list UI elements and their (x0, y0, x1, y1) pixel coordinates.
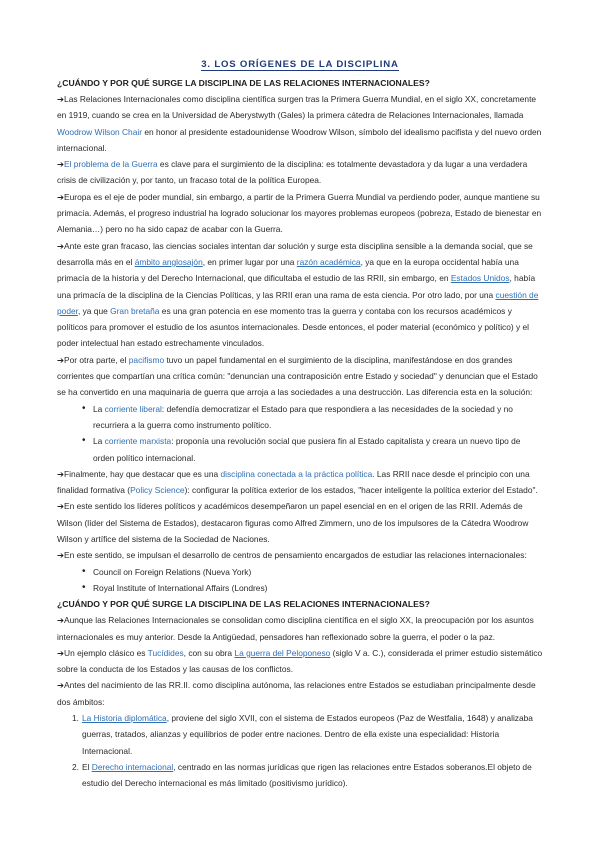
currents-list (57, 401, 543, 466)
arrow-icon: ➔ (57, 191, 65, 202)
highlight-term: corriente liberal (104, 403, 162, 414)
highlight-term: El problema de la Guerra (64, 159, 158, 170)
paragraph: ➔En este sentido los líderes políticos y académicos desempeñaron un papel esencial en en el origen de las RRII. Además de Wilson (líder del Sistema de Estados), destacaron figuras como Alfred Zimmern, uno de los impulsores de la Cátedra Woodrow Wilson y artífice del sistema de la Sociedad de Naciones. (57, 501, 529, 545)
section-heading-1: ¿CUÁNDO Y POR QUÉ SURGE LA DISCIPLINA DE LAS RELACIONES INTERNACIONALES? (57, 78, 430, 88)
list-item: • Council on Foreign Relations (Nueva York) (82, 564, 543, 580)
list-item: • La corriente liberal: defendía democratizar el Estado para que respondiera a las necesidades de la sociedad y no recurriera a la guerra como instrumento político. (82, 401, 543, 434)
highlight-term: razón académica (296, 256, 361, 267)
highlight-term: Policy Science (130, 485, 185, 496)
highlight-term: Estados Unidos (450, 273, 510, 284)
think-tanks-list (57, 564, 543, 597)
arrow-icon: ➔ (57, 615, 65, 626)
highlight-term: Gran bretaña (110, 305, 160, 316)
paragraph: ➔Finalmente, hay que destacar que es una disciplina conectada a la práctica política. Las RRII nace desde el principio con una finalidad formativa (Policy Science): configurar la política exterior de los estados, "hacer inteligente la política exterior del Estado". (57, 468, 538, 496)
highlight-term: pacifismo (128, 354, 165, 365)
highlight-term: Tucídides (147, 647, 184, 658)
arrow-icon: ➔ (57, 240, 65, 251)
paragraph: ➔Europa es el eje de poder mundial, sin embargo, a partir de la Primera Guerra Mundial va perdiendo poder, aunque mantiene su primacía. Además, el progreso industrial ha logrado solucionar los mayores problemas europeos (pobreza, Estado de bienestar en Alemania…) pero no ha sido capaz de acabar con la Guerra. (57, 191, 542, 235)
list-item: 1. La Historia diplomática, proviene del siglo XVII, con el sistema de Estados europeos (Paz de Westfalia, 1648) y analizaba guerras, tratados, alianzas y equilibrios de poder entre naciones. Dentro de ella existe una especialidad: Historia Internacional. (72, 712, 533, 756)
document-title: 3. LOS ORÍGENES DE LA DISCIPLINA (201, 59, 399, 70)
highlight-term: La guerra del Peloponeso (234, 647, 331, 658)
highlight-term: ámbito anglosajón (134, 256, 203, 267)
paragraph: ➔El problema de la Guerra es clave para el surgimiento de la disciplina: es totalmente devastadora y da lugar a una verdadera crisis de civilización y, por tanto, un fracaso total de la política Europea. (57, 159, 528, 186)
paragraph: ➔Las Relaciones Internacionales como disciplina científica surgen tras la Primera Guerra Mundial, en el siglo XX, concretamente en 1919, cuando se crea en la Universidad de Aberystwyth (Gales) la primera cátedra de Relaciones Internacionales, llamada Woodrow Wilson Chair en honor al presidente estadounidense Woodrow Wilson, símbolo del idealismo pacifista y del nuevo orden internacional. (57, 94, 542, 153)
highlight-term: Derecho internacional (91, 761, 174, 772)
list-item: 2. El Derecho internacional, centrado en las normas jurídicas que rigen las relaciones entre Estados soberanos.El objeto de estudio del Derecho internacional es más limitado (positivismo jurídico). (72, 761, 532, 789)
arrow-icon: ➔ (57, 501, 65, 512)
highlight-term: corriente marxista (104, 436, 172, 447)
arrow-icon: ➔ (57, 159, 65, 170)
arrow-icon: ➔ (57, 468, 65, 479)
arrow-icon: ➔ (57, 550, 65, 561)
highlight-term: Woodrow Wilson Chair (57, 126, 143, 137)
highlight-term: La Historia diplomática (82, 712, 167, 723)
paragraph: ➔Por otra parte, el pacifismo tuvo un papel fundamental en el surgimiento de la disciplina, manifestándose en dos grandes corrientes que compartían una crítica común: "denuncian una contraposición entre Estado y sociedad" y denuncian que el Estado se ha convertido en una maquinaria de guerra que arroja a las sociedades a una destrucción. Las diferencia esta en la solución: (57, 354, 538, 398)
arrow-icon: ➔ (57, 647, 65, 658)
paragraph: ➔Antes del nacimiento de las RR.II. como disciplina autónoma, las relaciones entre Estados se estudiaban principalmente desde dos ámbitos: (57, 680, 536, 707)
list-item: • La corriente marxista: proponía una revolución social que pusiera fin al Estado capitalista y creara un nuevo tipo de orden político internacional. (82, 433, 543, 466)
list-item: • Royal Institute of International Affairs (Londres) (82, 580, 543, 596)
paragraph: ➔Ante este gran fracaso, las ciencias sociales intentan dar solución y surge esta disciplina sensible a la demanda social, que se desarrolla más en el ámbito anglosajón, en primer lugar por una razón académica, ya que en la europa occidental había una primacía de la historia y del Derecho Internacional, que dificultaba el estudio de las RRII, sin embargo, en Estados Unidos, había una primacía de la disciplina de la Ciencias Políticas, y las RRII eran una rama de esta ciencia. Por otro lado, por una cuestión de poder, ya que Gran bretaña es una gran potencia en ese momento tras la guerra y contaba con los recursos académicos y políticos para promover el estudio de los asuntos internacionales. Desde entonces, el poder material (económico y político) y el poder intelectual han estado estrechamente vinculados. (57, 240, 539, 349)
paragraph: ➔Aunque las Relaciones Internacionales se consolidan como disciplina científica en el siglo XX, la preocupación por los asuntos internacionales es muy anterior. Desde la Antigüedad, pensadores han reflexionado sobre la guerra, el poder o la paz. (57, 615, 534, 642)
arrow-icon: ➔ (57, 94, 65, 104)
highlight-term: cuestión de poder (57, 289, 539, 316)
paragraph: ➔En este sentido, se impulsan el desarrollo de centros de pensamiento encargados de estudiar las relaciones internacionales: (57, 550, 527, 561)
highlight-term: disciplina conectada a la práctica política (220, 468, 373, 479)
section-heading-2: ¿CUÁNDO Y POR QUÉ SURGE LA DISCIPLINA DE LAS RELACIONES INTERNACIONALES? (57, 599, 430, 610)
numbered-list (57, 710, 543, 791)
arrow-icon: ➔ (57, 680, 65, 691)
arrow-icon: ➔ (57, 354, 65, 365)
paragraph: ➔Un ejemplo clásico es Tucídides, con su obra La guerra del Peloponeso (siglo V a. C.), considerada el primer estudio sistemático sobre la conducta de los Estados y las causas de los conflictos. (57, 647, 543, 675)
